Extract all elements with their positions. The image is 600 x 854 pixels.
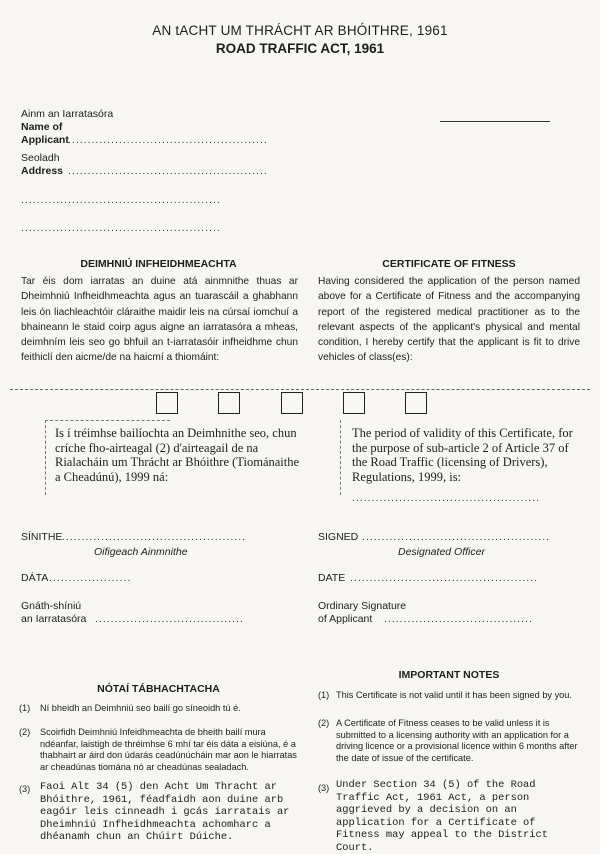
note2-number-irish: (2) xyxy=(19,727,31,737)
note3-english: Under Section 34 (5) of the Road Traffic Act, 1961 Act, a person aggrieved by a decision on an application for a Certificate of Fitness may appeal to the District Court. xyxy=(336,779,549,854)
signed-field-english[interactable]: ................................................ xyxy=(362,531,551,543)
name-label-line2: Applicant xyxy=(21,134,69,146)
class-checkbox-2[interactable] xyxy=(218,392,240,414)
ordinary-signature-irish-line2: an Iarratasóra xyxy=(21,613,87,625)
validity-text-irish: Is í tréimhse bailíochta an Deimhnithe seo, chun críche fho-airteagal (2) d'airteagail de na Rialacháin um Thrácht ar Bhóithre (Tiománaithe a Cheadúnú), 1999 ná: xyxy=(55,426,300,484)
signed-field-irish[interactable]: ................................................ xyxy=(58,531,247,543)
note2-english: A Certificate of Fitness ceases to be valid unless it is submitted to a licensing authority with an application for a driving licence or a provisional licence within 6 months after the date of issue of the certificate. xyxy=(336,718,578,763)
note1-number-english: (1) xyxy=(318,690,330,700)
date-label-irish: DÁTA xyxy=(21,572,49,584)
signed-label-irish: SÍNITHE xyxy=(21,531,63,543)
note2-irish: Scoirfidh Deimhniú Infeidhmeachta de bheith bailí mura ndéanfar, laistigh de thréimhse 6 mhí tar éis dáta a eisiúna, é a thabhairt ar áird don údarás ceadúnúcháin mar aon le hiarratas ar cheadúnas tiomána nó ar cheadúnas sealadach. xyxy=(40,727,297,772)
name-label-irish: Ainm an Iarratasóra xyxy=(21,108,114,120)
validity-text-english: The period of validity of this Certificate, for the purpose of sub-article 2 of Article 37 of the Road Traffic (licensing of Drivers), Regulations, 1999, is: xyxy=(352,426,573,484)
heading-irish: DEIMHNIÚ INFHEIDHMEACHTA xyxy=(80,258,237,270)
notes-heading-irish: NÓTAÍ TÁBHACHTACHA xyxy=(97,683,220,695)
name-label-line1: Name of xyxy=(21,121,63,133)
name-field[interactable]: ................................................... xyxy=(68,134,268,146)
date-label-english: DATE xyxy=(318,572,346,584)
class-checkbox-3[interactable] xyxy=(281,392,303,414)
ordinary-signature-field-irish[interactable]: ...................................... xyxy=(95,613,244,625)
note1-irish: Ní bheidh an Deimhniú seo bailí go síneoidh tú é. xyxy=(40,703,241,713)
note2-number-english: (2) xyxy=(318,718,330,728)
notes-heading-english: IMPORTANT NOTES xyxy=(398,669,500,681)
note1-english: This Certificate is not valid until it has been signed by you. xyxy=(336,690,572,700)
validity-period-field[interactable]: ................................................ xyxy=(352,492,541,504)
reference-line xyxy=(440,121,550,122)
ordinary-signature-irish-line1: Gnáth-shíniú xyxy=(21,600,82,612)
address-field-line1[interactable]: ................................................... xyxy=(68,165,268,177)
ordinary-signature-field-english[interactable]: ...................................... xyxy=(384,613,533,625)
address-field-line3[interactable]: ................................................... xyxy=(21,222,221,234)
address-label: Address xyxy=(21,165,64,177)
class-checkbox-1[interactable] xyxy=(156,392,178,414)
class-checkbox-4[interactable] xyxy=(343,392,365,414)
ordinary-signature-english-line1: Ordinary Signature xyxy=(318,600,407,612)
title-english: ROAD TRAFFIC ACT, 1961 xyxy=(215,41,385,56)
address-field-line2[interactable]: ................................................... xyxy=(21,194,221,206)
note1-number-irish: (1) xyxy=(19,703,31,713)
signed-sub-irish: Oifigeach Ainmnithe xyxy=(94,546,188,558)
date-field-irish[interactable]: ..................... xyxy=(49,572,132,584)
note3-number-irish: (3) xyxy=(19,784,31,794)
title-irish: AN tACHT UM THRÁCHT AR BHÓITHRE, 1961 xyxy=(152,23,448,38)
validity-border-top-left xyxy=(45,420,170,421)
note3-irish: Faoi Alt 34 (5) den Acht Um Thracht ar Bhóithre, 1961, féadfaidh aon duine arb eagóir leis cinneadh i gcás iarratais ar Dheimhniú Infheidhmeachta achomharc a dhéanamh chun an Chúirt Dúiche. xyxy=(40,781,290,843)
address-label-irish: Seoladh xyxy=(21,152,60,164)
heading-english: CERTIFICATE OF FITNESS xyxy=(382,258,516,270)
certify-text-english: Having considered the application of the person named above for a Certificate of Fitness and the accompanying report of the registered medical practitioner as to the relevant aspects of the applicant's physical and mental condition, I hereby certify that the applicant is fit to drive vehicles of class(es): xyxy=(318,276,580,364)
class-checkbox-5[interactable] xyxy=(405,392,427,414)
validity-border-divider xyxy=(340,420,341,495)
dashed-separator xyxy=(10,389,590,390)
signed-label-english: SIGNED xyxy=(318,531,359,543)
date-field-english[interactable]: ................................................ xyxy=(350,572,539,584)
note3-number-english: (3) xyxy=(318,783,330,793)
certify-text-irish: Tar éis dom iarratas an duine atá ainmnithe thuas ar Dheimhniú Infheidhmeachta agus an tuarascáil a ghabhann leis ón liachleachtóir cláraithe maidir leis na cúrsaí iomchuí a bhaineann le staid coirp agus aigne an iarratasóra a mheas, deimhním leis seo go bhfuil an t-iarratasóir infheidhme chun feithiclí den aicme/de na haicmí a thiomáint: xyxy=(21,276,298,364)
ordinary-signature-english-line2: of Applicant xyxy=(318,613,373,625)
signed-sub-english: Designated Officer xyxy=(398,546,485,558)
validity-border-left xyxy=(45,420,46,495)
